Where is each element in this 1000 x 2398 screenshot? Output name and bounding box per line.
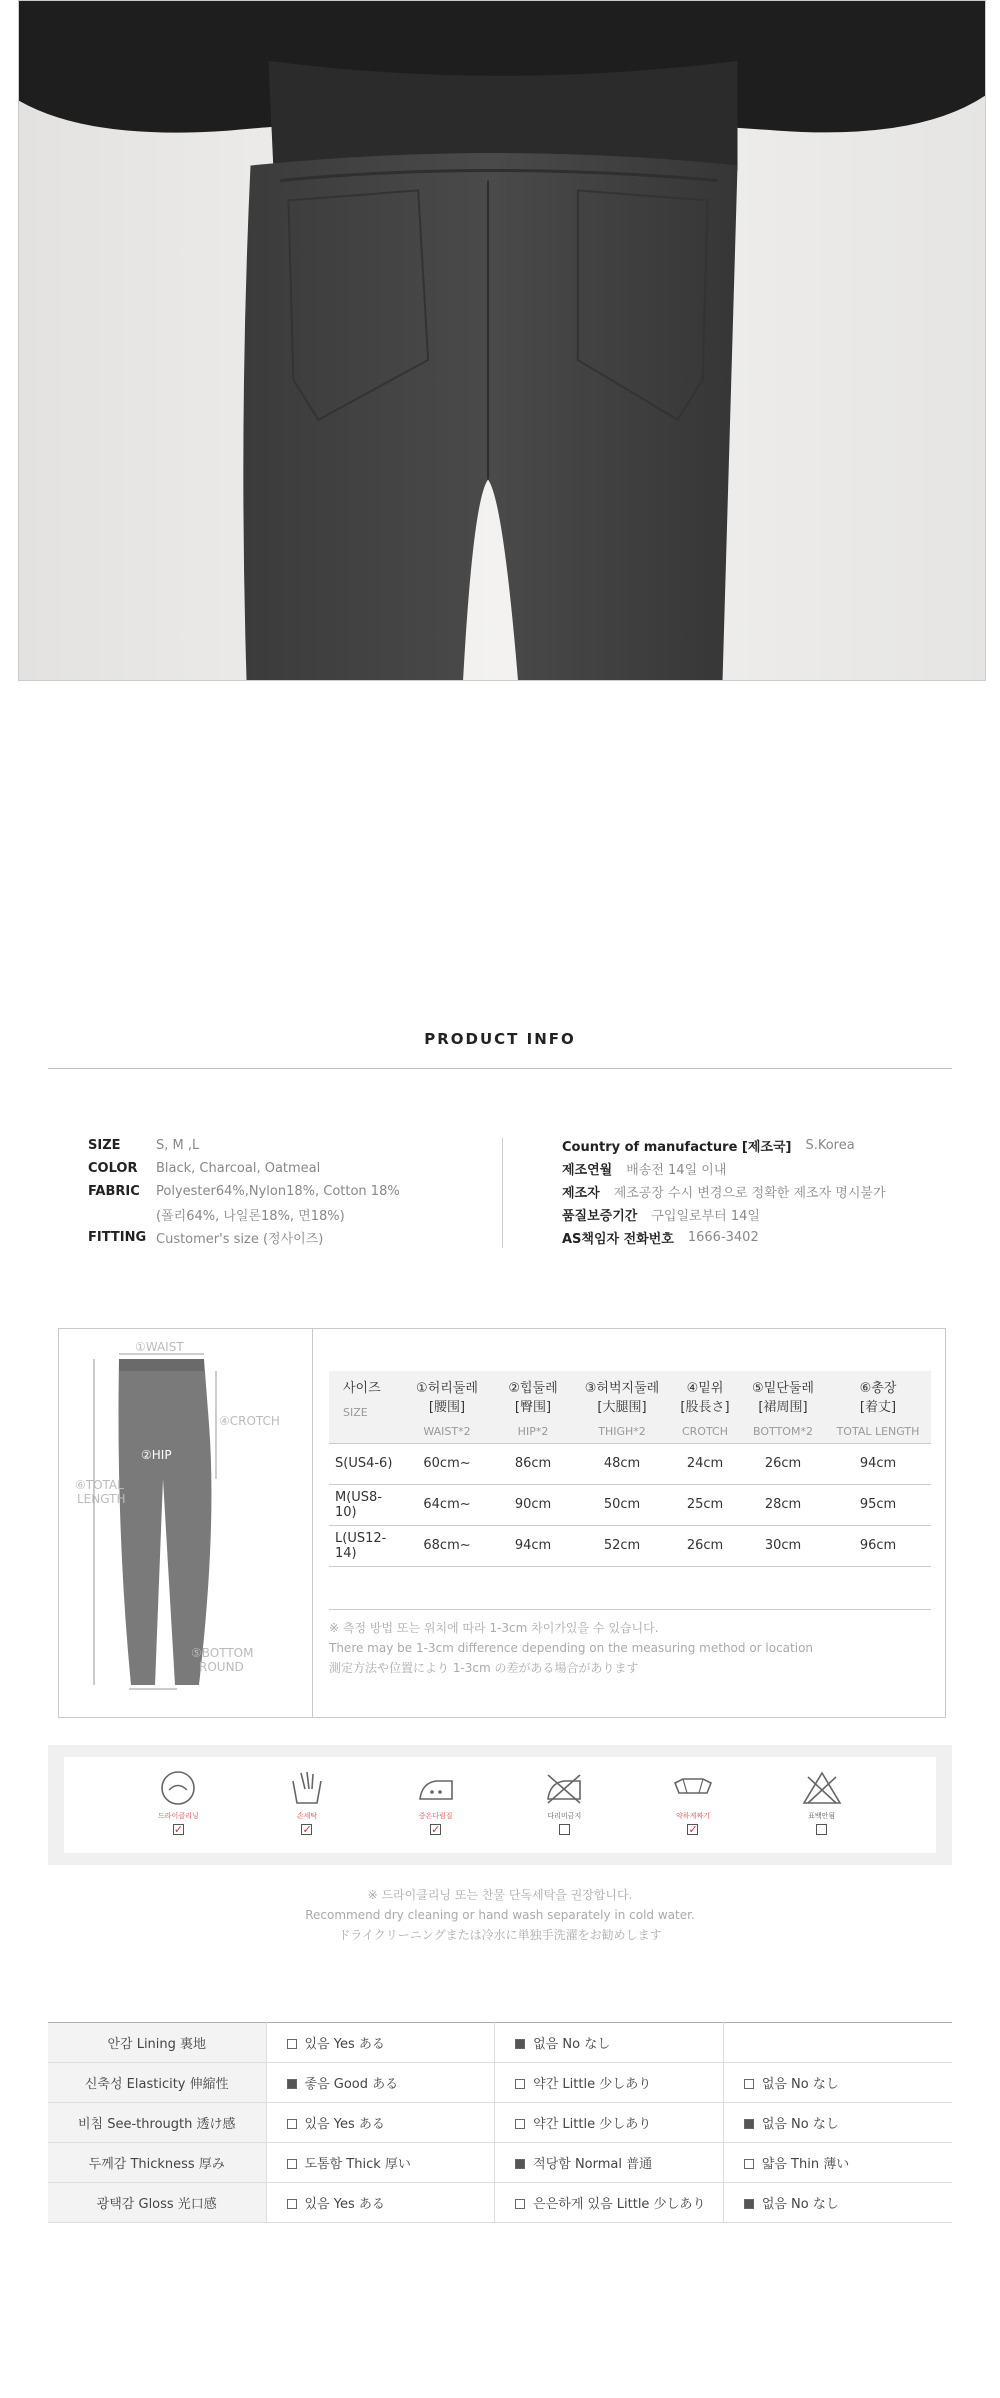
gentle-wring-icon	[671, 1769, 715, 1807]
option-see-through-yes: 있음 Yes ある	[266, 2103, 495, 2143]
measurement-diagram	[59, 1329, 312, 1717]
header-waist: ①허리둘레 [腰围] WAIST*2	[403, 1371, 491, 1443]
checkbox-iron-medium: ✓	[431, 1823, 441, 1836]
option-elasticity-good: 좋음 Good ある	[266, 2063, 495, 2103]
size-table-header	[329, 1371, 931, 1443]
spec-row-manufacture-date: 제조연월 배송전 14일 이내	[562, 1163, 727, 1178]
option-thickness-thin: 얇음 Thin 薄い	[723, 2143, 952, 2183]
table-row: L(US12-14) 68cm~ 94cm 52cm 26cm 30cm 96cm	[329, 1525, 931, 1566]
diagram-label-round: ROUND	[199, 1660, 244, 1674]
care-panel	[48, 1745, 952, 1865]
option-gloss-no: 없음 No なし	[723, 2183, 952, 2223]
spec-row-manufacturer: 제조자 제조공장 수시 변경으로 정확한 제조자 명시불가	[562, 1186, 886, 1201]
spec-row-size: SIZE S, M ,L	[88, 1138, 200, 1153]
checkbox-gentle-wring: ✓	[688, 1823, 698, 1836]
diagram-label-waist: ①WAIST	[135, 1340, 184, 1354]
option-empty	[723, 2023, 952, 2063]
care-icons	[64, 1757, 936, 1853]
option-lining-yes: 있음 Yes ある	[266, 2023, 495, 2063]
diagram-label-length: LENGTH	[77, 1492, 126, 1506]
header-crotch: ④밑위 [股長さ] CROTCH	[669, 1371, 741, 1443]
care-item-no-bleach: 표백안됨	[782, 1757, 862, 1835]
diagram-label-crotch: ④CROTCH	[219, 1414, 280, 1428]
option-see-through-little: 약간 Little 少しあり	[495, 2103, 724, 2143]
header-thigh: ③허벅지둘레 [大腿围] THIGH*2	[575, 1371, 669, 1443]
checkbox-no-iron	[559, 1824, 570, 1835]
option-elasticity-little: 약간 Little 少しあり	[495, 2063, 724, 2103]
spec-list-right	[562, 1134, 982, 1249]
fabric-row-elasticity: 신축성 Elasticity 伸縮性 좋음 Good ある 약간 Little 少しあり 없음 No なし	[48, 2063, 952, 2103]
spec-divider	[502, 1138, 503, 1248]
divider	[48, 1068, 952, 1069]
hand-wash-icon	[285, 1769, 329, 1807]
fabric-properties-table	[48, 2022, 952, 2223]
product-info-title: PRODUCT INFO	[424, 1030, 576, 1048]
spec-list-left	[88, 1134, 488, 1249]
no-iron-icon	[542, 1769, 586, 1807]
care-item-gentle-wring: 약하게짜기 ✓	[653, 1757, 733, 1835]
header-bottom: ⑤밑단둘레 [裙周围] BOTTOM*2	[741, 1371, 825, 1443]
option-elasticity-no: 없음 No なし	[723, 2063, 952, 2103]
table-row: S(US4-6) 60cm~ 86cm 48cm 24cm 26cm 94cm	[329, 1443, 931, 1484]
diagram-label-hip: ②HIP	[141, 1448, 172, 1462]
no-bleach-icon	[800, 1769, 844, 1807]
care-item-iron-medium: 중온다림질 ✓	[396, 1757, 476, 1835]
spec-row-country: Country of manufacture [제조국] S.Korea	[562, 1138, 855, 1155]
spec-row-warranty: 품질보증기간 구입일로부터 14일	[562, 1209, 760, 1224]
size-table	[329, 1371, 931, 1567]
product-photo	[18, 0, 986, 681]
option-lining-no: 없음 No なし	[495, 2023, 724, 2063]
iron-medium-icon	[414, 1769, 458, 1807]
size-notes: ※ 측정 방법 또는 위치에 따라 1-3cm 차이가있을 수 있습니다. There may be 1-3cm difference depending on the measuring method or location 測定方法や位置により 1-3cm の差がある場合があります	[329, 1609, 931, 1678]
spec-row-color: COLOR Black, Charcoal, Oatmeal	[88, 1161, 321, 1176]
fabric-row-see-through: 비침 See-througth 透け感 있음 Yes ある 약간 Little 少しあり 없음 No なし	[48, 2103, 952, 2143]
option-gloss-little: 은은하게 있음 Little 少しあり	[495, 2183, 724, 2223]
size-chart-box	[58, 1328, 946, 1718]
fabric-row-lining: 안감 Lining 裏地 있음 Yes ある 없음 No なし	[48, 2023, 952, 2063]
diagram-label-total: ⑥TOTAL	[75, 1478, 124, 1492]
option-see-through-no: 없음 No なし	[723, 2103, 952, 2143]
spec-row-as-phone: AS책임자 전화번호 1666-3402	[562, 1230, 759, 1247]
care-item-dry-clean: 드라이클리닝 ✓	[138, 1757, 218, 1835]
spec-row-fabric: FABRIC Polyester64%,Nylon18%, Cotton 18%	[88, 1184, 400, 1199]
header-total-length: ⑥총장 [着丈] TOTAL LENGTH	[825, 1371, 931, 1443]
diagram-label-bottom: ⑤BOTTOM	[191, 1646, 254, 1660]
option-thickness-thick: 도톰함 Thick 厚い	[266, 2143, 495, 2183]
care-notes: ※ 드라이클리닝 또는 찬물 단독세탁을 권장합니다. Recommend dry cleaning or hand wash separately in cold water. ドライクリーニングまたは冷水に単独手洗濯をお勧めします	[305, 1888, 695, 1942]
dry-clean-icon	[156, 1769, 200, 1807]
fabric-row-thickness: 두께감 Thickness 厚み 도톰함 Thick 厚い 적당함 Normal 普通 얇음 Thin 薄い	[48, 2143, 952, 2183]
spec-row-fabric-ko: (폴리64%, 나일론18%, 면18%)	[156, 1209, 345, 1224]
header-size: 사이즈 SIZE	[329, 1371, 403, 1443]
table-row: M(US8-10) 64cm~ 90cm 50cm 25cm 28cm 95cm	[329, 1484, 931, 1525]
header-hip: ②힙둘레 [臀围] HIP*2	[491, 1371, 575, 1443]
divider	[312, 1329, 313, 1717]
option-gloss-yes: 있음 Yes ある	[266, 2183, 495, 2223]
care-item-no-iron: 다리미금지	[524, 1757, 604, 1835]
spec-row-fitting: FITTING Customer's size (정사이즈)	[88, 1230, 324, 1247]
care-item-hand-wash: 손세탁 ✓	[267, 1757, 347, 1835]
option-thickness-normal: 적당함 Normal 普通	[495, 2143, 724, 2183]
checkbox-no-bleach	[816, 1824, 827, 1835]
checkbox-hand-wash: ✓	[302, 1823, 312, 1836]
checkbox-dry-clean: ✓	[173, 1823, 184, 1836]
fabric-row-gloss: 광택감 Gloss 光口感 있음 Yes ある 은은하게 있음 Little 少しあり 없음 No なし	[48, 2183, 952, 2223]
